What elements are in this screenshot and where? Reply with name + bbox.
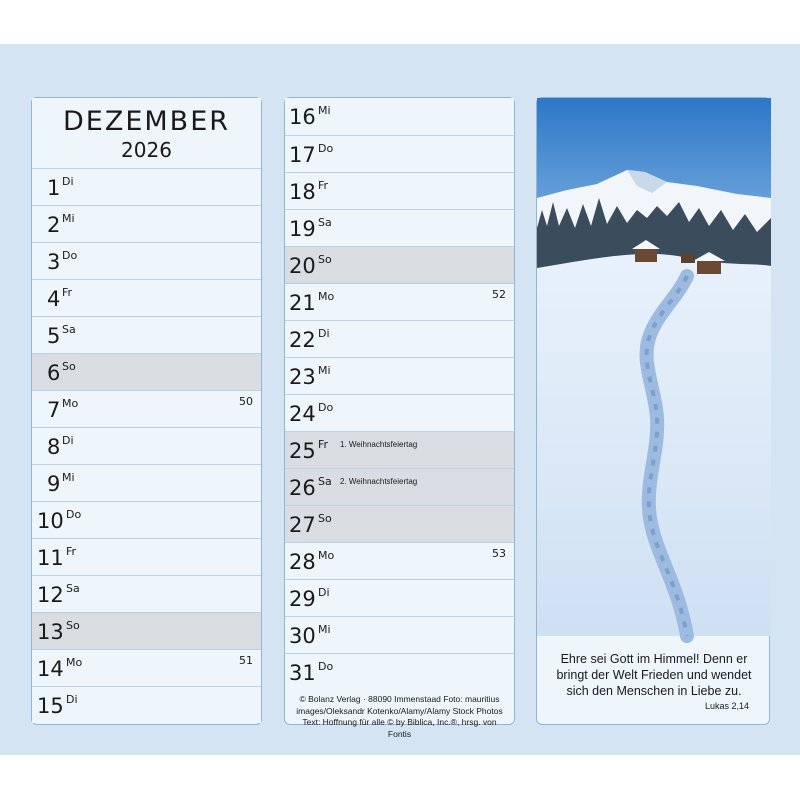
day-number: 21 xyxy=(289,291,316,315)
day-row[interactable] xyxy=(285,135,514,172)
day-number: 6 xyxy=(47,361,61,385)
day-row[interactable] xyxy=(285,394,514,431)
day-number: 24 xyxy=(289,402,316,426)
day-number: 16 xyxy=(289,105,316,129)
weekday-label: So xyxy=(318,512,332,525)
day-row[interactable] xyxy=(285,653,514,690)
day-row[interactable] xyxy=(32,538,261,575)
weekday-label: Mi xyxy=(318,623,331,636)
weekday-label: Mo xyxy=(318,290,335,303)
day-number: 30 xyxy=(289,624,316,648)
week-number: 51 xyxy=(239,654,253,667)
day-number: 22 xyxy=(289,328,316,352)
day-number: 10 xyxy=(37,509,64,533)
day-row[interactable] xyxy=(32,390,261,427)
weekday-label: So xyxy=(318,253,332,266)
weekday-label: Di xyxy=(62,175,74,188)
day-number: 17 xyxy=(289,143,316,167)
day-row[interactable] xyxy=(32,464,261,501)
hut xyxy=(681,254,695,263)
weekday-label: Fr xyxy=(62,286,73,299)
day-number: 1 xyxy=(47,176,61,200)
credits-line: © Bolanz Verlag · 88090 Immenstaad Foto: mauritius xyxy=(299,694,500,704)
week-number: 52 xyxy=(492,288,506,301)
weekday-label: Do xyxy=(62,249,78,262)
verse-reference: Lukas 2,14 xyxy=(704,701,749,711)
weekday-label: Fr xyxy=(318,438,329,451)
hut xyxy=(697,260,721,274)
day-number: 7 xyxy=(47,398,61,422)
day-number: 18 xyxy=(289,180,316,204)
year-label: 2026 xyxy=(121,138,172,162)
verse-line: bringt der Welt Frieden und wendet xyxy=(556,668,752,682)
weekday-label: Do xyxy=(318,401,334,414)
verse-line: sich den Menschen in Liebe zu. xyxy=(566,684,742,698)
credits-line: images/Oleksandr Kotenko/Alamy/Alamy Stock Photos xyxy=(296,705,503,716)
day-row[interactable] xyxy=(285,357,514,394)
bible-verse xyxy=(537,651,771,699)
hut xyxy=(635,248,657,262)
day-number: 11 xyxy=(37,546,64,570)
day-row[interactable] xyxy=(32,205,261,242)
day-row[interactable] xyxy=(285,320,514,357)
day-row[interactable] xyxy=(32,649,261,686)
day-number: 28 xyxy=(289,550,316,574)
weekday-label: Do xyxy=(66,508,82,521)
day-row[interactable] xyxy=(32,316,261,353)
day-number: 14 xyxy=(37,657,64,681)
credits-line: Text: Hoffnung für alle © by Biblica, Inc.®, hrsg. von Fontis xyxy=(302,717,497,739)
week-number: 53 xyxy=(492,547,506,560)
day-row[interactable] xyxy=(285,172,514,209)
weekday-label: Di xyxy=(62,434,74,447)
day-row[interactable] xyxy=(285,579,514,616)
day-row[interactable] xyxy=(32,427,261,464)
day-number: 25 xyxy=(289,439,316,463)
day-row[interactable] xyxy=(285,431,514,468)
day-rows-2 xyxy=(285,98,514,690)
day-number: 19 xyxy=(289,217,316,241)
weekday-label: Mi xyxy=(62,212,75,225)
weekday-label: Fr xyxy=(318,179,329,192)
weekday-label: Do xyxy=(318,142,334,155)
credits xyxy=(285,690,514,740)
snowy-mountain-photo xyxy=(537,98,771,636)
day-number: 5 xyxy=(47,324,61,348)
day-row[interactable] xyxy=(32,575,261,612)
day-number: 12 xyxy=(37,583,64,607)
holiday-note: 2. Weihnachtsfeiertag xyxy=(340,477,418,486)
day-row[interactable] xyxy=(285,246,514,283)
weekday-label: Fr xyxy=(66,545,77,558)
day-row[interactable] xyxy=(32,612,261,649)
weekday-label: Mo xyxy=(66,656,83,669)
day-number: 23 xyxy=(289,365,316,389)
day-row[interactable] xyxy=(285,209,514,246)
weekday-label: Sa xyxy=(318,475,332,488)
day-row[interactable] xyxy=(285,505,514,542)
day-number: 15 xyxy=(37,694,64,718)
photo-card xyxy=(536,97,770,725)
day-number: 26 xyxy=(289,476,316,500)
day-rows-1 xyxy=(32,168,261,723)
day-number: 31 xyxy=(289,661,316,685)
weekday-label: Mi xyxy=(62,471,75,484)
weekday-label: Di xyxy=(318,327,330,340)
month-header xyxy=(32,98,261,168)
weekday-label: Mi xyxy=(318,104,331,117)
weekday-label: Sa xyxy=(62,323,76,336)
days-column-1 xyxy=(31,97,262,725)
day-number: 29 xyxy=(289,587,316,611)
day-row[interactable] xyxy=(32,353,261,390)
day-row[interactable] xyxy=(32,279,261,316)
week-number: 50 xyxy=(239,395,253,408)
day-row[interactable] xyxy=(285,283,514,320)
month-title: DEZEMBER xyxy=(62,106,231,137)
day-row[interactable] xyxy=(285,542,514,579)
day-row[interactable] xyxy=(285,98,514,135)
weekday-label: Di xyxy=(318,586,330,599)
day-number: 27 xyxy=(289,513,316,537)
day-row[interactable] xyxy=(32,168,261,205)
weekday-label: Sa xyxy=(66,582,80,595)
weekday-label: So xyxy=(62,360,76,373)
days-column-2 xyxy=(284,97,515,739)
day-row[interactable] xyxy=(285,616,514,653)
weekday-label: Mo xyxy=(318,549,335,562)
weekday-label: Mi xyxy=(318,364,331,377)
verse-line: Ehre sei Gott im Himmel! Denn er xyxy=(560,652,748,666)
day-number: 8 xyxy=(47,435,61,459)
day-row[interactable] xyxy=(32,242,261,279)
day-number: 3 xyxy=(47,250,61,274)
day-number: 13 xyxy=(37,620,64,644)
day-number: 9 xyxy=(47,472,61,496)
day-number: 4 xyxy=(47,287,61,311)
day-row[interactable] xyxy=(285,468,514,505)
weekday-label: Do xyxy=(318,660,334,673)
day-number: 2 xyxy=(47,213,61,237)
weekday-label: Sa xyxy=(318,216,332,229)
day-row[interactable] xyxy=(32,501,261,538)
day-number: 20 xyxy=(289,254,316,278)
holiday-note: 1. Weihnachtsfeiertag xyxy=(340,440,418,449)
weekday-label: Mo xyxy=(62,397,79,410)
day-row[interactable] xyxy=(32,686,261,723)
weekday-label: Di xyxy=(66,693,78,706)
weekday-label: So xyxy=(66,619,80,632)
